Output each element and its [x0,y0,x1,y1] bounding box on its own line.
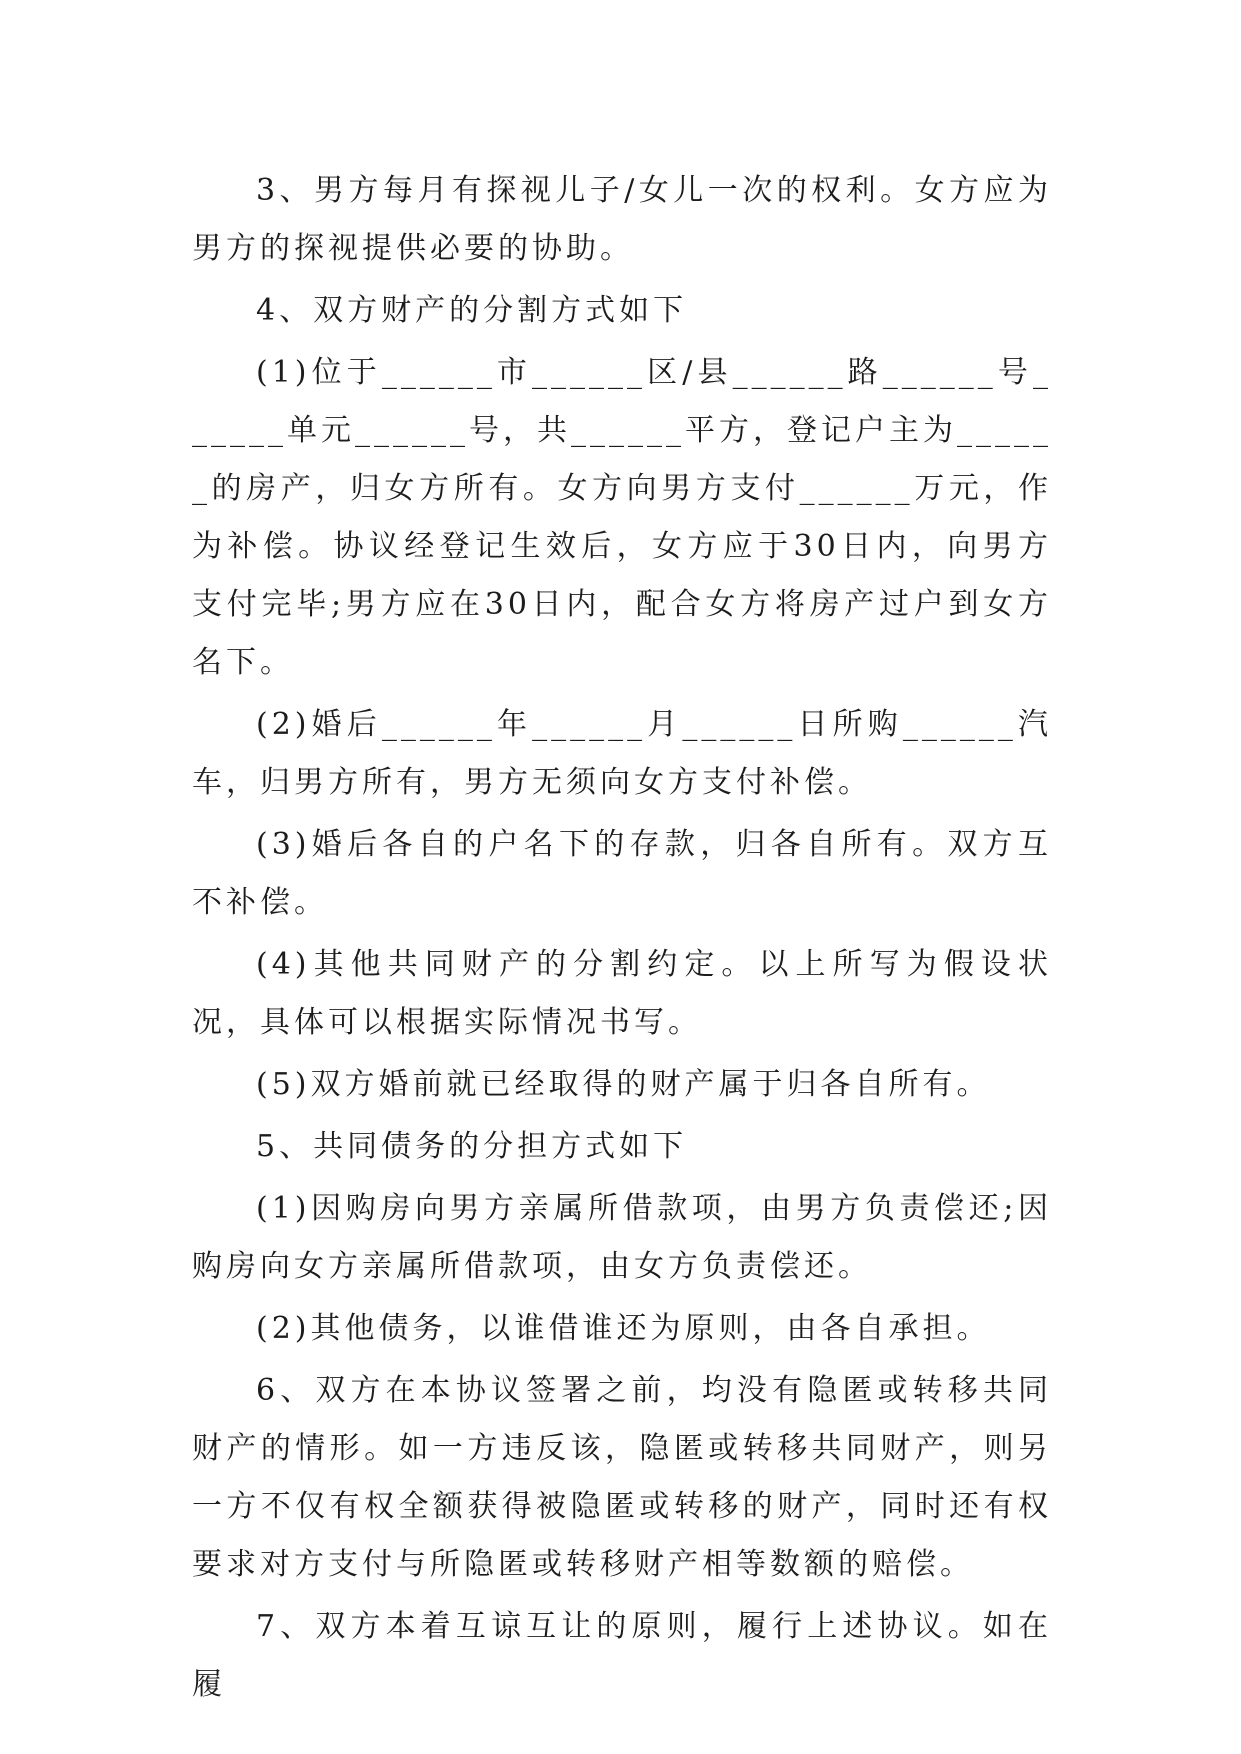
document-body [192,162,1052,1718]
paragraph-property-car: (2)婚后______年______月______日所购______汽车，归男方所有，男方无须向女方支付补偿。 [192,707,1052,800]
paragraph-property-division-heading: 4、双方财产的分割方式如下 [256,293,688,328]
paragraph-concealment: 6、双方在本协议签署之前，均没有隐匿或转移共同财产的情形。如一方违反该，隐匿或转移共同财产，则另一方不仅有权全额获得被隐匿或转移的财产，同时还有权要求对方支付与所隐匿或转移财产相等数额的赔偿。 [192,1373,1052,1582]
paragraph-property-premarital: (5)双方婚前就已经取得的财产属于归各自所有。 [256,1067,991,1102]
paragraph-debt-heading: 5、共同债务的分担方式如下 [256,1129,688,1164]
paragraph-property-deposits: (3)婚后各自的户名下的存款，归各自所有。双方互不补偿。 [192,827,1052,920]
paragraph-property-house: (1)位于______市______区/县______路______号______单元______号，共______平方，登记户主为______的房产，归女方所有。女方向男方支付______万元，作为补偿。协议经登记生效后，女方应于30日内，向男方支付完毕;男方应在30日内，配合女方将房产过户到女方名下。 [192,355,1052,680]
paragraph-visitation-rights: 3、男方每月有探视儿子/女儿一次的权利。女方应为男方的探视提供必要的协助。 [192,173,1052,266]
paragraph-performance: 7、双方本着互谅互让的原则，履行上述协议。如在履 [192,1609,1052,1702]
paragraph-property-other: (4)其他共同财产的分割约定。以上所写为假设状况，具体可以根据实际情况书写。 [192,947,1052,1040]
paragraph-debt-house-loans: (1)因购房向男方亲属所借款项，由男方负责偿还;因购房向女方亲属所借款项，由女方负责偿还。 [192,1191,1052,1284]
paragraph-debt-other: (2)其他债务，以谁借谁还为原则，由各自承担。 [256,1311,991,1346]
